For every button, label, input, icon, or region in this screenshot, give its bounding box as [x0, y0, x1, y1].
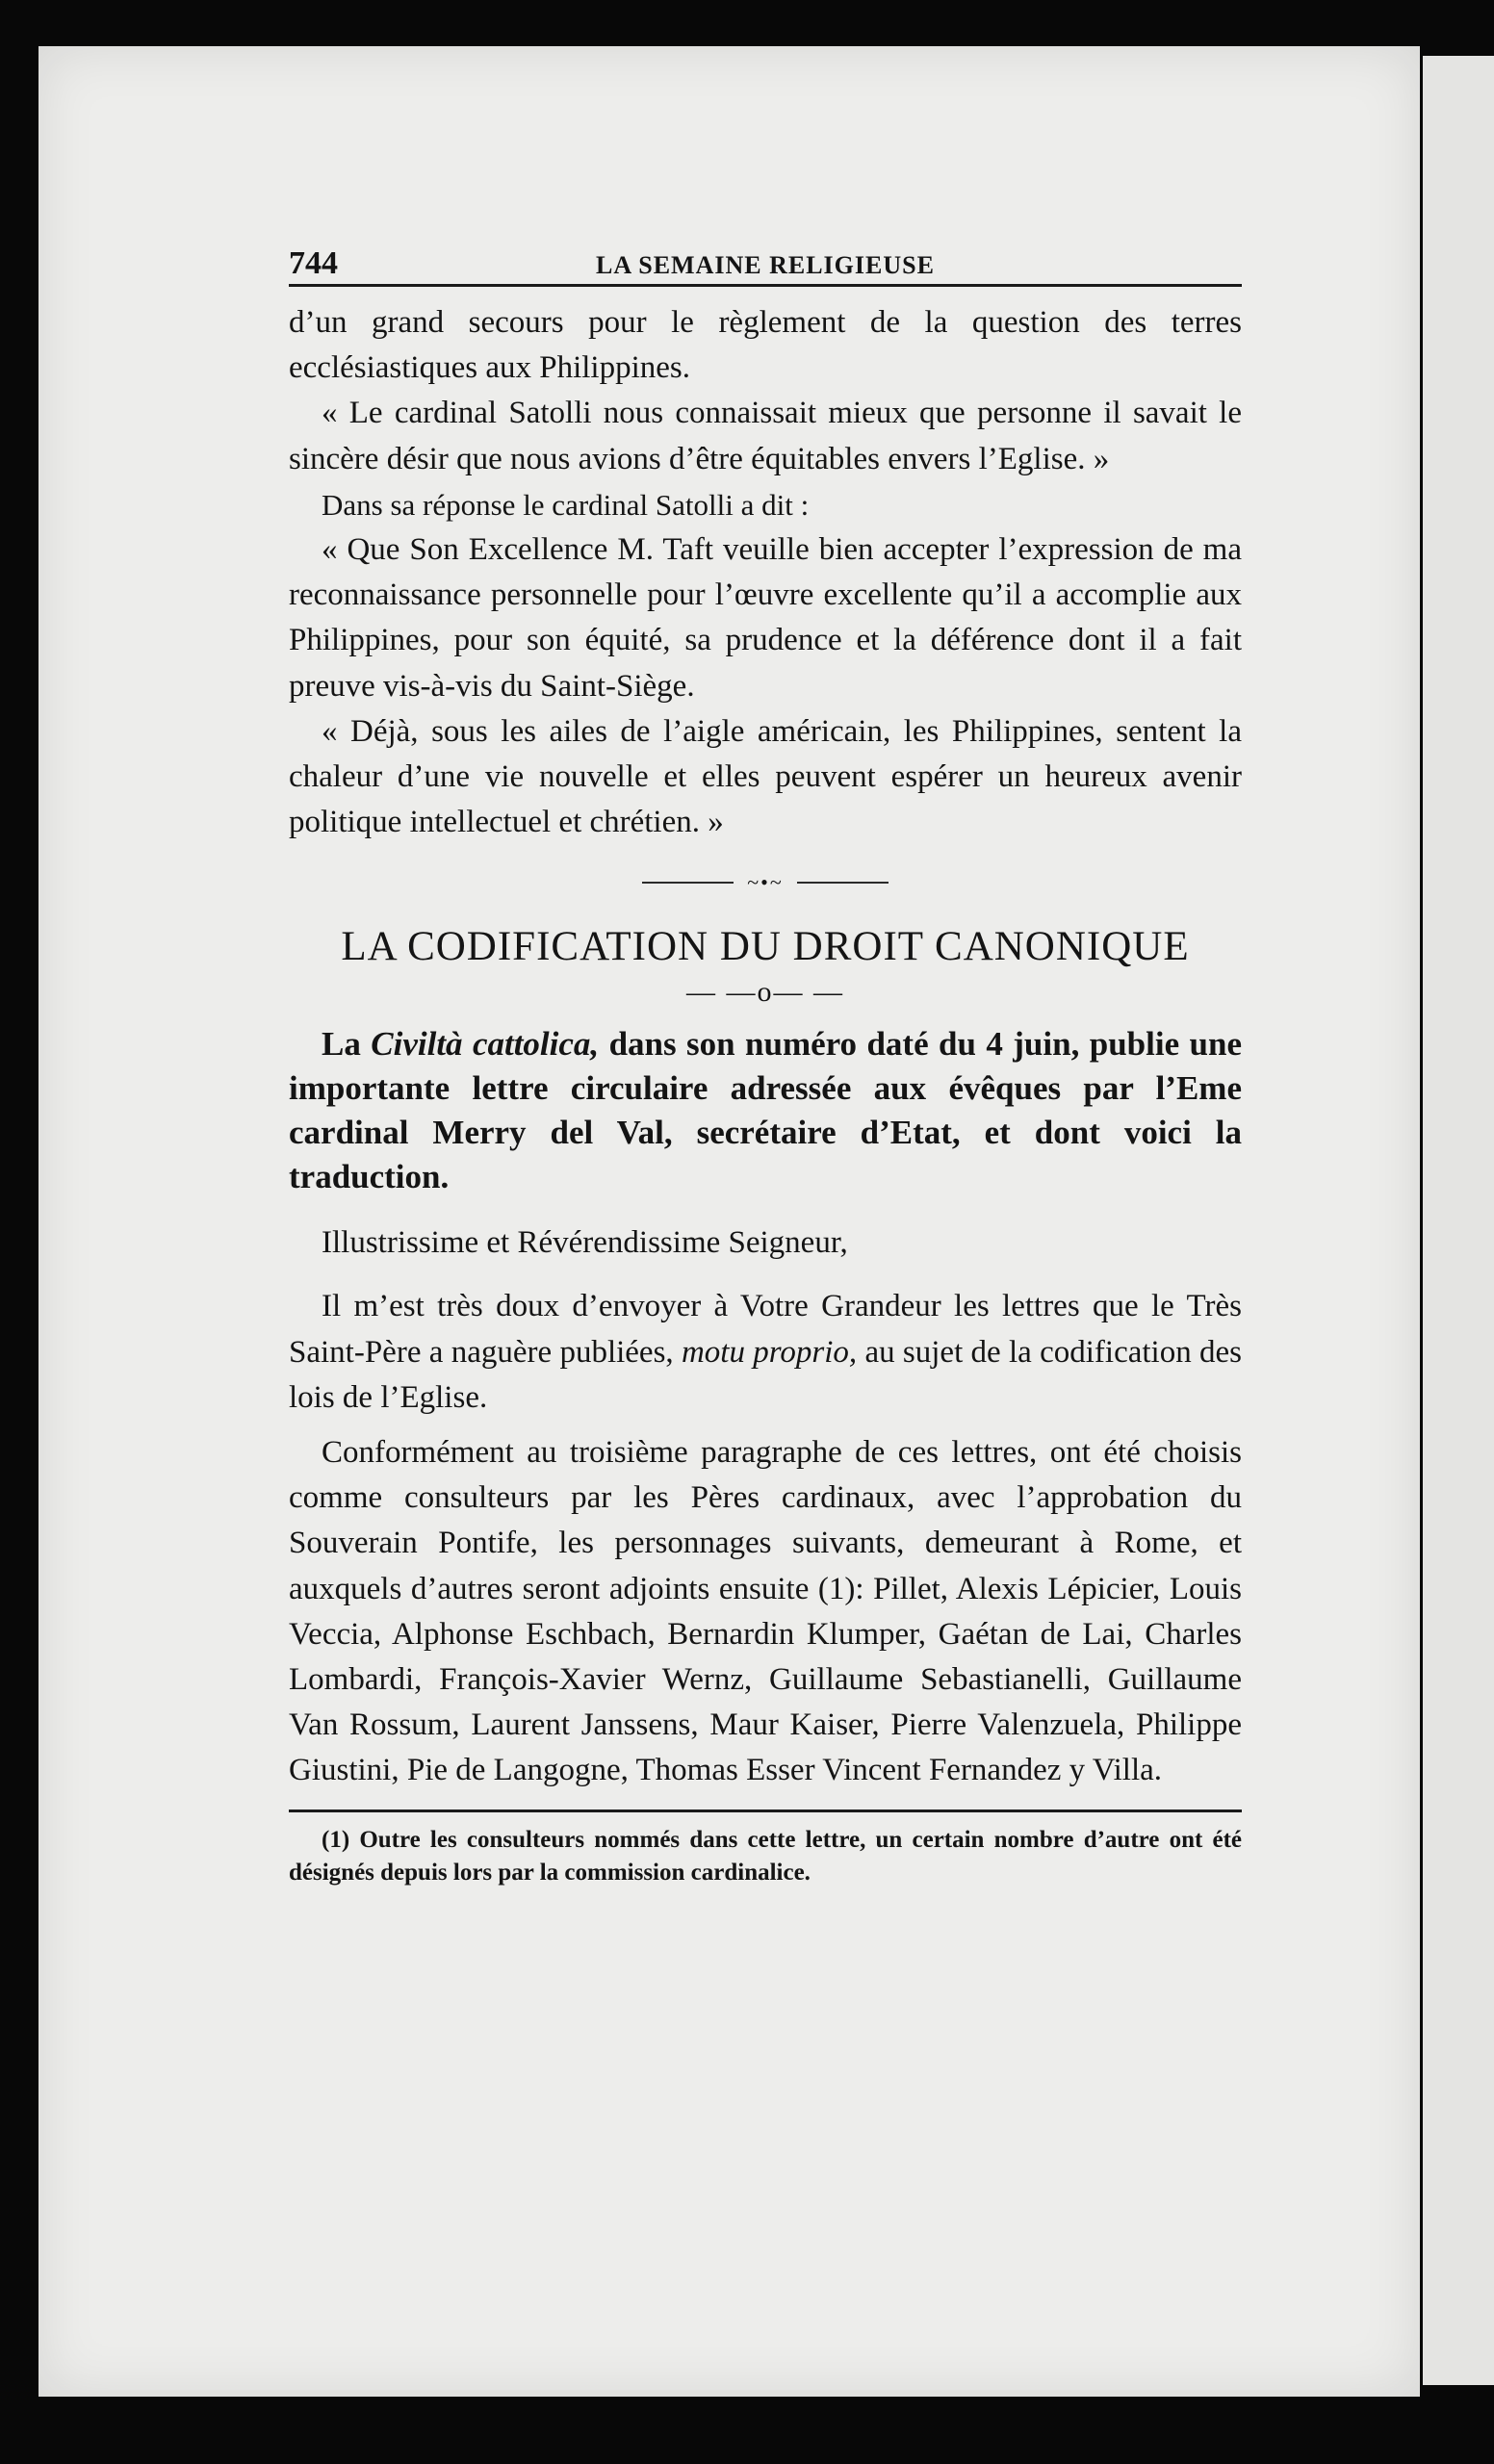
section-title: LA CODIFICATION DU DROIT CANONIQUE — [341, 924, 1190, 970]
paragraph-letter-2: Conformément au troisième paragraphe de ces lettres, ont été choisis comme consulteurs par les Pères cardinaux, avec l’approbation du Souverain Pontife, les personnages suivants, demeurant à Rome, et auxquels d’autres seront adjoints ensuite (1): Pillet, Alexis Lépicier, Louis Veccia, Alphonse Eschbach, Bernardin Klumper, Gaétan de Lai, Charles Lombardi, François-Xavier Wernz, Guillaume Sebastianelli, Guillaume Van Rossum, Laurent Janssens, Maur Kaiser, Pierre Valenzuela, Philippe Giustini, Pie de Langogne, Thomas Esser Vincent Fernandez y Villa. — [289, 1435, 1242, 1788]
page-text-block — [289, 236, 1242, 1889]
ornament-rule-right — [797, 882, 889, 884]
paragraph-lead — [289, 1022, 1242, 1199]
paragraph-satolli-closing: « Déjà, sous les ailes de l’aigle américain, les Philippines, sentent la chaleur d’une vie nouvelle et elles peuvent espérer un heureux avenir politique intellectuel et chrétien. » — [289, 713, 1242, 840]
lead-text-end: dans son numéro daté du 4 juin, publie une importante lettre circulaire adressée aux évêques par l’Eme cardinal Merry del Val, secrétaire d’Etat, et dont voici la traduction. — [289, 1025, 1242, 1196]
paragraph-satolli-reply: « Que Son Excellence M. Taft veuille bien accepter l’expression de ma reconnaissance personnelle pour l’œuvre excellente qu’il a accomplie aux Philippines, pour son équité, sa prudence et la déférence dont il a fait preuve vis-à-vis du Saint-Siège. — [289, 532, 1242, 704]
letter-1-start: Il m’est très doux d’envoyer à Votre Grandeur les lettres que le Très Saint-Père a naguère publiées, — [289, 1289, 1242, 1370]
paragraph-taft-quote: « Le cardinal Satolli nous connaissait mieux que personne il savait le sincère désir que nous avions d’être équitables envers l’Eglise. » — [289, 396, 1242, 476]
ornament-glyph: ~•~ — [747, 870, 784, 895]
footnote-rule — [289, 1810, 1242, 1812]
section-title-dash: — —o— — — [686, 976, 844, 1009]
running-header — [289, 236, 1242, 287]
running-title: LA SEMAINE RELIGIEUSE — [596, 251, 935, 279]
lead-text-start: La — [322, 1025, 372, 1064]
letter-1-end: au sujet de la codification des lois de l’Eglise. — [289, 1334, 1242, 1415]
paragraph-continued: d’un grand secours pour le règlement de la question des terres ecclésiastiques aux Philippines. — [289, 305, 1242, 386]
ornament-rule-left — [642, 882, 734, 884]
lead-italic-journal: Civiltà cattolica, — [371, 1025, 600, 1064]
letter-salutation: Illustrissime et Révérendissime Seigneur, — [322, 1225, 848, 1261]
adjacent-page-edge — [1423, 56, 1494, 2385]
footnote: (1) Outre les consulteurs nommés dans cette lettre, un certain nombre d’autre ont été désignés depuis lors par la commission cardinalice. — [289, 1826, 1242, 1886]
letter-1-italic: motu proprio, — [681, 1334, 858, 1370]
paragraph-satolli-intro: Dans sa réponse le cardinal Satolli a dit : — [322, 487, 810, 522]
page-number: 744 — [289, 245, 338, 281]
paragraph-letter-1 — [289, 1284, 1242, 1421]
section-ornament — [289, 870, 1242, 895]
